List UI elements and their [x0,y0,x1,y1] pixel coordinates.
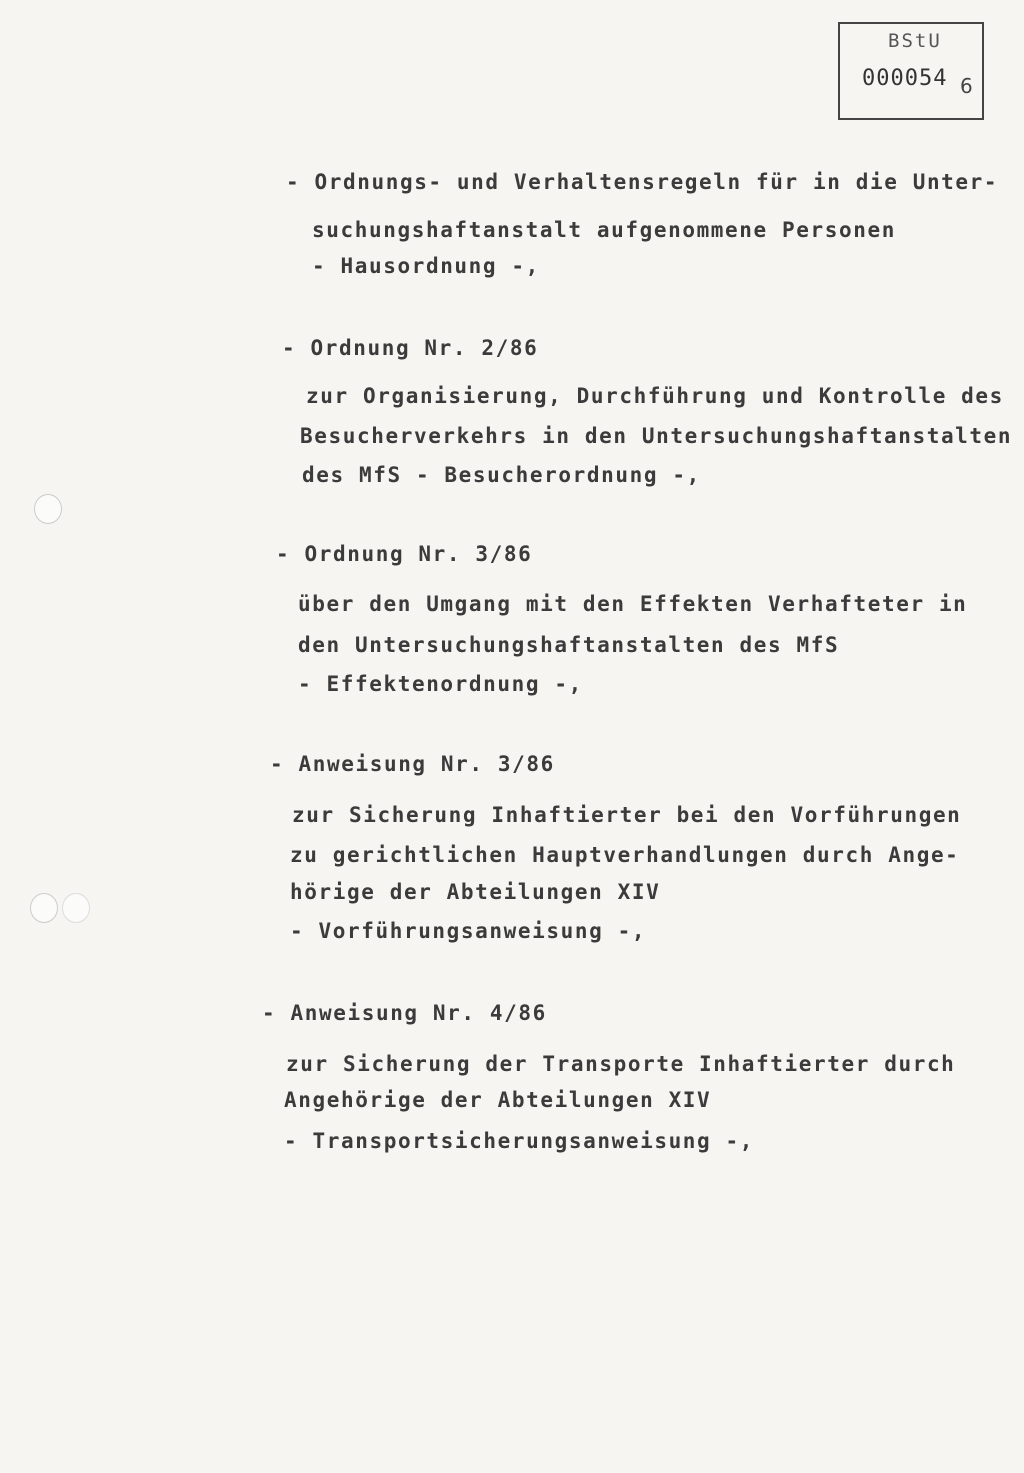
entry-text-line: den Untersuchungshaftanstalten des MfS [298,633,840,657]
entry-text-line: suchungshaftanstalt aufgenommene Personen [312,218,896,242]
entry-title-line: - Anweisung Nr. 3/86 [270,752,555,776]
archive-stamp [838,22,984,120]
entry-text-line: zur Organisierung, Durchführung und Kontrolle des [306,384,1004,408]
punch-hole [30,893,58,923]
stamp-page-number: 000054 [862,66,948,91]
stamp-suffix: 6 [960,74,973,98]
entry-text-line: zur Sicherung Inhaftierter bei den Vorführungen [292,803,962,827]
entry-text-line: über den Umgang mit den Effekten Verhafteter in [298,592,968,616]
entry-title-line: - Ordnung Nr. 3/86 [276,542,533,566]
entry-short-name: - Transportsicherungsanweisung -, [284,1129,755,1153]
entry-text-line: hörige der Abteilungen XIV [290,880,661,904]
entry-title-line: - Ordnung Nr. 2/86 [282,336,539,360]
entry-short-name: - Vorführungsanweisung -, [290,919,647,943]
entry-title-line: - Ordnungs- und Verhaltensregeln für in die Unter- [286,170,999,194]
entry-short-name: - Hausordnung -, [312,254,540,278]
entry-title-line: - Anweisung Nr. 4/86 [262,1001,547,1025]
entry-text-line: zur Sicherung der Transporte Inhaftierter durch [286,1052,956,1076]
stamp-archive-label: BStU [888,30,942,52]
entry-text-line: Angehörige der Abteilungen XIV [284,1088,712,1112]
punch-hole [34,494,62,524]
entry-short-name: - Effektenordnung -, [298,672,583,696]
punch-hole [62,893,90,923]
entry-text-line: Besucherverkehrs in den Untersuchungshaftanstalten [300,424,1013,448]
entry-short-name: des MfS - Besucherordnung -, [302,463,701,487]
entry-text-line: zu gerichtlichen Hauptverhandlungen durch Ange- [290,843,960,867]
